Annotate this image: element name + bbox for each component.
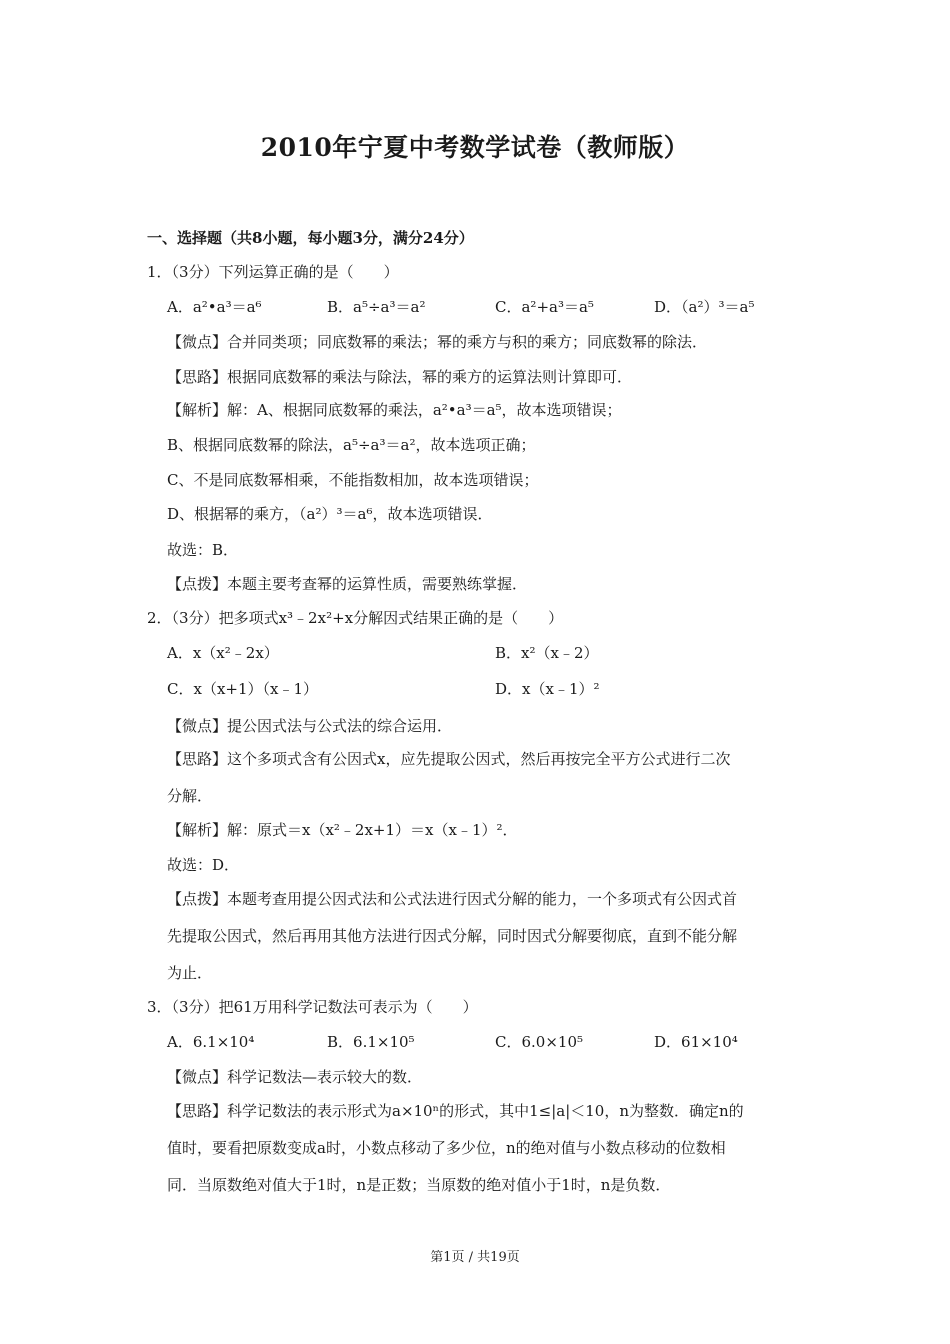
option-math: a⁵÷a³＝a² xyxy=(353,298,426,316)
option-math: a²•a³＝a⁶ xyxy=(192,298,262,316)
question-1-stem: 1．（3分）下列运算正确的是（ ） xyxy=(147,263,399,281)
option-label: A． xyxy=(167,1033,193,1051)
q3-silu-line-3: 同．当原数绝对值大于1时，n是正数；当原数的绝对值小于1时，n是负数． xyxy=(167,1176,671,1194)
q2-dianbo-line-1: 【点拨】本题考查用提公因式法和公式法进行因式分解的能力，一个多项式有公因式首 xyxy=(167,890,738,908)
q1-answer: 故选：B． xyxy=(167,541,239,559)
q1-jiexi-line-4: D、根据幂的乘方，（a²）³＝a⁶，故本选项错误． xyxy=(167,505,493,523)
question-3-stem: 3．（3分）把61万用科学记数法可表示为（ ） xyxy=(147,998,478,1016)
option-label: B． xyxy=(495,644,522,662)
option-label: A． xyxy=(167,644,193,662)
q2-option-b xyxy=(495,643,599,663)
q2-option-d xyxy=(495,679,600,699)
q3-weidian: 【微点】科学记数法—表示较大的数． xyxy=(167,1068,423,1086)
option-math: x²（x﹣2） xyxy=(521,644,599,662)
page-footer: 第1页 / 共19页 xyxy=(430,1250,520,1265)
q2-weidian: 【微点】提公因式法与公式法的综合运用． xyxy=(167,717,453,735)
option-math: a²+a³＝a⁵ xyxy=(521,298,594,316)
option-label: A． xyxy=(167,298,193,316)
q1-jiexi-line-2: B、根据同底数幂的除法，a⁵÷a³＝a²，故本选项正确； xyxy=(167,436,536,454)
q3-option-a xyxy=(167,1032,254,1052)
q1-silu: 【思路】根据同底数幂的乘法与除法，幂的乘方的运算法则计算即可． xyxy=(167,368,633,386)
q2-silu-line-2: 分解． xyxy=(167,787,213,805)
document-title: 2010年宁夏中考数学试卷（教师版） xyxy=(260,133,690,162)
q1-jiexi-line-1: 【解析】解：A、根据同底数幂的乘法，a²•a³＝a⁵，故本选项错误； xyxy=(167,401,622,419)
q1-option-b xyxy=(327,297,425,317)
option-math: 6.1×10⁵ xyxy=(353,1033,415,1051)
q3-silu-line-2: 值时，要看把原数变成a时，小数点移动了多少位，n的绝对值与小数点移动的位数相 xyxy=(167,1139,726,1157)
q1-option-a xyxy=(167,297,262,317)
q3-silu-line-1: 【思路】科学记数法的表示形式为a×10ⁿ的形式，其中1≤|a|＜10，n为整数．确定n的 xyxy=(167,1102,744,1120)
option-label: C． xyxy=(495,298,522,316)
q3-option-c xyxy=(495,1032,583,1052)
q3-option-b xyxy=(327,1032,415,1052)
option-math: x（x²﹣2x） xyxy=(192,644,279,662)
q2-silu-line-1: 【思路】这个多项式含有公因式x，应先提取公因式，然后再按完全平方公式进行二次 xyxy=(167,750,731,768)
q2-dianbo-line-2: 先提取公因式，然后再用其他方法进行因式分解，同时因式分解要彻底，直到不能分解 xyxy=(167,927,738,945)
option-math: x（x+1）（x﹣1） xyxy=(193,680,319,698)
q3-option-d xyxy=(654,1032,738,1052)
option-label: D． xyxy=(654,1033,682,1051)
q1-dianbo: 【点拨】本题主要考查幂的运算性质，需要熟练掌握． xyxy=(167,575,528,593)
option-math: x（x﹣1）² xyxy=(522,680,600,698)
q2-answer: 故选：D． xyxy=(167,856,240,874)
option-label: B． xyxy=(327,298,354,316)
option-label: D． xyxy=(654,298,682,316)
q2-option-a xyxy=(167,643,279,663)
option-math: （a²）³＝a⁵ xyxy=(681,298,755,316)
option-math: 6.1×10⁴ xyxy=(192,1033,255,1051)
option-label: C． xyxy=(167,680,194,698)
q2-dianbo-line-3: 为止． xyxy=(167,964,213,982)
option-math: 61×10⁴ xyxy=(681,1033,738,1051)
option-label: B． xyxy=(327,1033,354,1051)
question-2-stem: 2．（3分）把多项式x³﹣2x²+x分解因式结果正确的是（ ） xyxy=(147,609,564,627)
q1-option-d xyxy=(654,297,754,317)
q2-jiexi: 【解析】解：原式＝x（x²﹣2x+1）＝x（x﹣1）²． xyxy=(167,821,518,839)
q1-jiexi-line-3: C、不是同底数幂相乘，不能指数相加，故本选项错误； xyxy=(167,471,539,489)
option-label: C． xyxy=(495,1033,522,1051)
option-label: D． xyxy=(495,680,523,698)
option-math: 6.0×10⁵ xyxy=(521,1033,584,1051)
q1-weidian: 【微点】合并同类项；同底数幂的乘法；幂的乘方与积的乘方；同底数幂的除法． xyxy=(167,333,708,351)
section-heading: 一、选择题（共8小题，每小题3分，满分24分） xyxy=(147,229,474,247)
q2-option-c xyxy=(167,679,318,699)
q1-option-c xyxy=(495,297,594,317)
